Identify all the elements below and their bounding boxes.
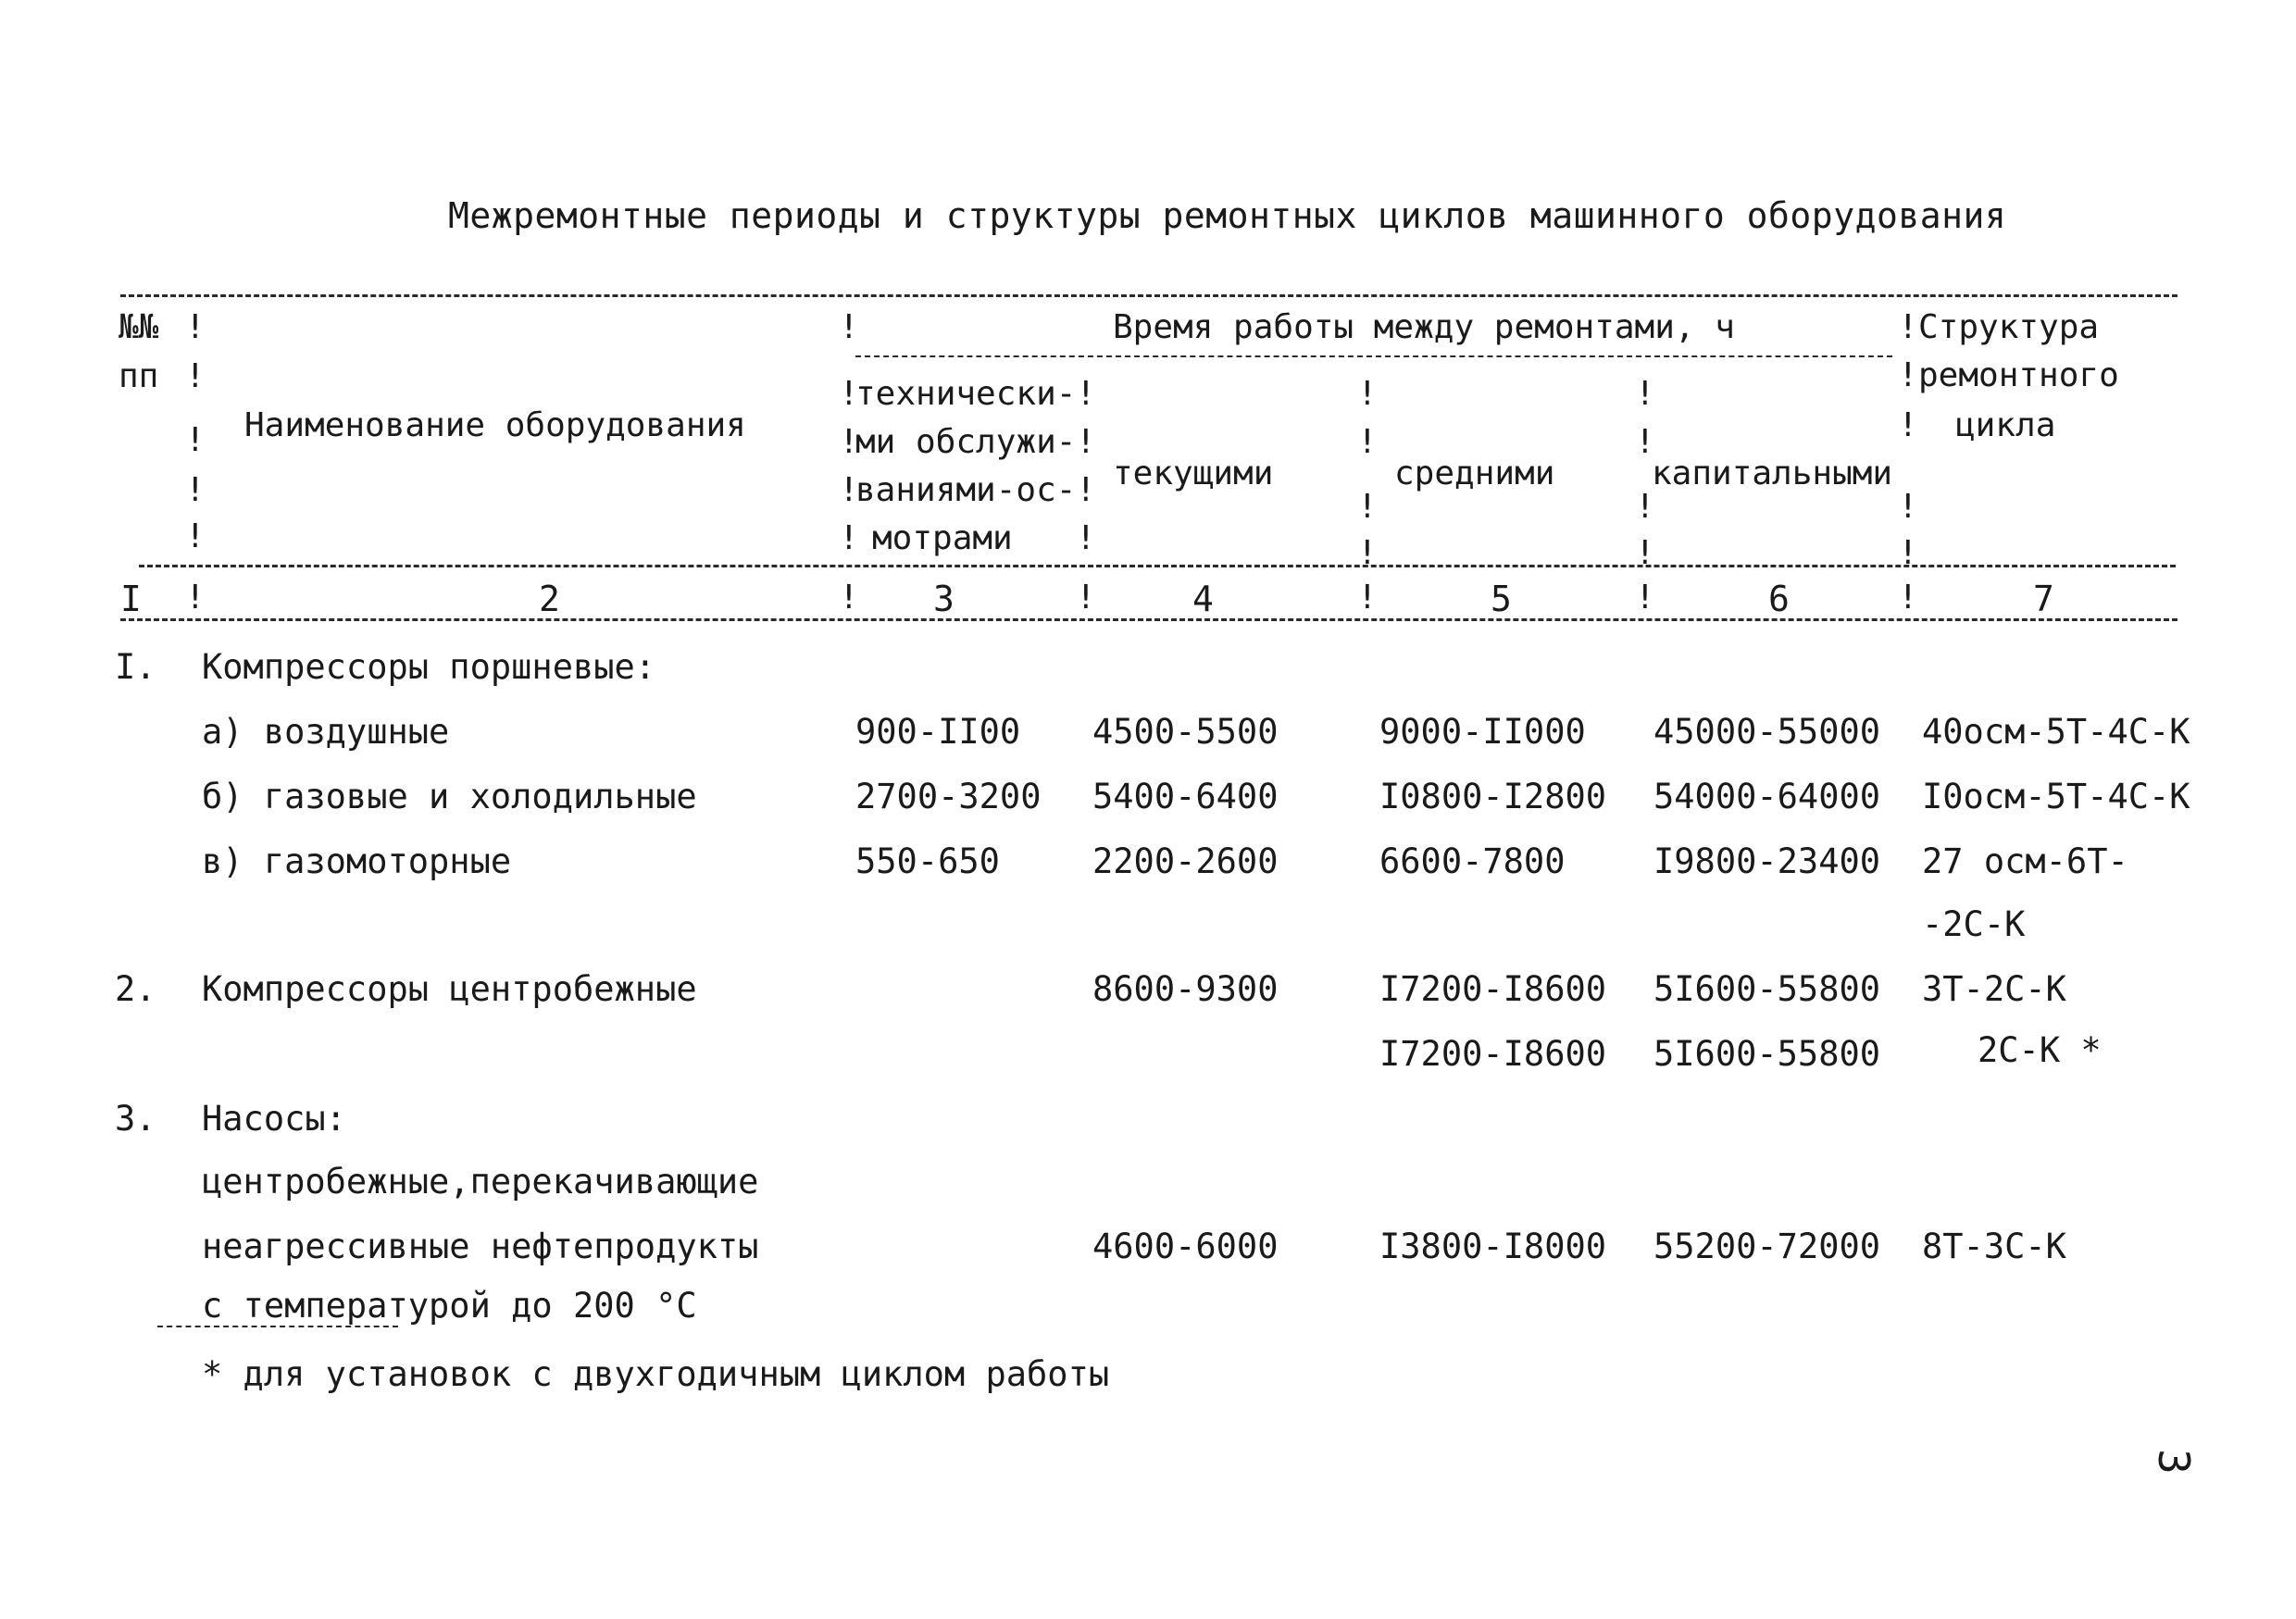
separator: ! bbox=[1635, 488, 1655, 526]
row-name: Компрессоры центробежные bbox=[202, 969, 697, 1009]
cell-col5: I3800-I8000 bbox=[1379, 1227, 1607, 1266]
separator: ! bbox=[839, 308, 859, 346]
row-name: Насосы: bbox=[202, 1099, 346, 1139]
row-name: а) воздушные bbox=[202, 712, 450, 752]
col5-header: средними bbox=[1394, 455, 1555, 492]
group-underline bbox=[855, 355, 1892, 357]
cell-col5: I7200-I8600 bbox=[1379, 969, 1607, 1009]
separator: ! bbox=[1635, 534, 1655, 572]
col-number: 4 bbox=[1192, 579, 1214, 619]
separator: ! bbox=[1076, 579, 1096, 616]
separator: ! bbox=[839, 519, 859, 557]
row-number: I. bbox=[115, 647, 156, 687]
col-number: 5 bbox=[1491, 579, 1512, 619]
cell-col3: 900-II00 bbox=[855, 712, 1021, 752]
row-name: центробежные,перекачивающие bbox=[202, 1162, 759, 1202]
col4-header: текущими bbox=[1113, 455, 1274, 492]
separator: ! bbox=[1357, 375, 1378, 413]
row-name: неагрессивные нефтепродукты bbox=[202, 1227, 759, 1266]
cell-col5: I7200-I8600 bbox=[1379, 1034, 1607, 1074]
cell-col4: 5400-6400 bbox=[1092, 777, 1279, 816]
col-number: 3 bbox=[933, 579, 955, 619]
cell-col5: I0800-I2800 bbox=[1379, 777, 1607, 816]
cell-col7: 27 осм-6Т- bbox=[1922, 841, 2128, 881]
cell-col7: 40осм-5Т-4С-К bbox=[1922, 712, 2190, 752]
separator: ! bbox=[1357, 579, 1378, 616]
row-number: 3. bbox=[115, 1099, 156, 1139]
row-name: б) газовые и холодильные bbox=[202, 777, 697, 816]
cell-col4: 4500-5500 bbox=[1092, 712, 1279, 752]
separator: ! bbox=[839, 423, 859, 461]
cell-col6: 55200-72000 bbox=[1653, 1227, 1881, 1266]
separator: ! bbox=[185, 471, 206, 509]
separator: ! bbox=[185, 579, 206, 616]
separator: ! bbox=[1898, 308, 1918, 346]
separator: ! bbox=[1635, 375, 1655, 413]
col7-header-line1: Структура bbox=[1918, 308, 2100, 346]
col-number: 7 bbox=[2033, 579, 2054, 619]
separator: ! bbox=[1635, 423, 1655, 461]
separator: ! bbox=[185, 421, 206, 459]
cell-col3: 550-650 bbox=[855, 841, 1000, 881]
header-bottom-rule bbox=[139, 565, 2176, 567]
cell-col7: 8Т-3С-К bbox=[1922, 1227, 2066, 1266]
col-number: I bbox=[120, 579, 142, 619]
row-name: с температурой до 200 °С bbox=[202, 1286, 697, 1326]
col-number: 2 bbox=[539, 579, 560, 619]
col3-header-line3: ваниями-ос- bbox=[855, 471, 1077, 509]
separator: ! bbox=[1898, 579, 1918, 616]
cell-col6: 45000-55000 bbox=[1653, 712, 1881, 752]
separator: ! bbox=[1076, 423, 1096, 461]
row-number: 2. bbox=[115, 969, 156, 1009]
separator: ! bbox=[839, 579, 859, 616]
row-underline bbox=[157, 1326, 398, 1327]
col1-header-line1: №№ bbox=[119, 308, 159, 346]
separator: ! bbox=[1635, 579, 1655, 616]
separator: ! bbox=[1076, 471, 1096, 509]
separator: ! bbox=[185, 517, 206, 555]
page-number: 3 bbox=[2148, 1449, 2199, 1475]
separator: ! bbox=[185, 357, 206, 395]
row-name: в) газомоторные bbox=[202, 841, 512, 881]
cell-col4: 4600-6000 bbox=[1092, 1227, 1279, 1266]
cell-col6: 54000-64000 bbox=[1653, 777, 1881, 816]
separator: ! bbox=[1898, 488, 1918, 526]
cell-col7: -2С-К bbox=[1922, 904, 2026, 944]
separator: ! bbox=[839, 471, 859, 509]
cell-col4: 8600-9300 bbox=[1092, 969, 1279, 1009]
table-top-rule bbox=[120, 294, 2177, 297]
separator: ! bbox=[1357, 423, 1378, 461]
cell-col6: 5I600-55800 bbox=[1653, 969, 1881, 1009]
col-number: 6 bbox=[1768, 579, 1790, 619]
cell-col6: I9800-23400 bbox=[1653, 841, 1881, 881]
cell-col4: 2200-2600 bbox=[1092, 841, 1279, 881]
cell-col3: 2700-3200 bbox=[855, 777, 1042, 816]
separator: ! bbox=[1898, 534, 1918, 572]
cell-col7: I0осм-5Т-4С-К bbox=[1922, 777, 2190, 816]
cell-col7: 3Т-2С-К bbox=[1922, 969, 2066, 1009]
page-title: Межремонтные периоды и структуры ремонтных циклов машинного оборудования bbox=[448, 195, 2007, 236]
col3-header-line4: мотрами bbox=[872, 519, 1013, 557]
row-name: Компрессоры поршневые: bbox=[202, 647, 656, 687]
col6-header: капитальными bbox=[1652, 455, 1893, 492]
separator: ! bbox=[1898, 406, 1918, 444]
cell-col7: 2С-К * bbox=[1978, 1030, 2102, 1070]
col2-header: Наименование оборудования bbox=[244, 406, 746, 444]
col7-header-line3: цикла bbox=[1955, 406, 2056, 444]
separator: ! bbox=[1076, 519, 1096, 557]
cell-col5: 9000-II000 bbox=[1379, 712, 1586, 752]
separator: ! bbox=[1076, 375, 1096, 413]
col7-header-line2: ремонтного bbox=[1918, 356, 2119, 394]
col3-header-line1: технически- bbox=[855, 375, 1077, 413]
separator: ! bbox=[1357, 488, 1378, 526]
col3-header-line2: ми обслужи- bbox=[855, 423, 1077, 461]
separator: ! bbox=[839, 375, 859, 413]
numbers-bottom-rule bbox=[120, 618, 2177, 621]
footnote: * для установок с двухгодичным циклом работы bbox=[202, 1354, 1110, 1394]
separator: ! bbox=[185, 308, 206, 346]
cell-col5: 6600-7800 bbox=[1379, 841, 1566, 881]
separator: ! bbox=[1357, 534, 1378, 572]
col1-header-line2: пп bbox=[119, 357, 159, 395]
separator: ! bbox=[1898, 356, 1918, 394]
cell-col6: 5I600-55800 bbox=[1653, 1034, 1881, 1074]
group-header: Время работы между ремонтами, ч bbox=[1113, 308, 1735, 346]
